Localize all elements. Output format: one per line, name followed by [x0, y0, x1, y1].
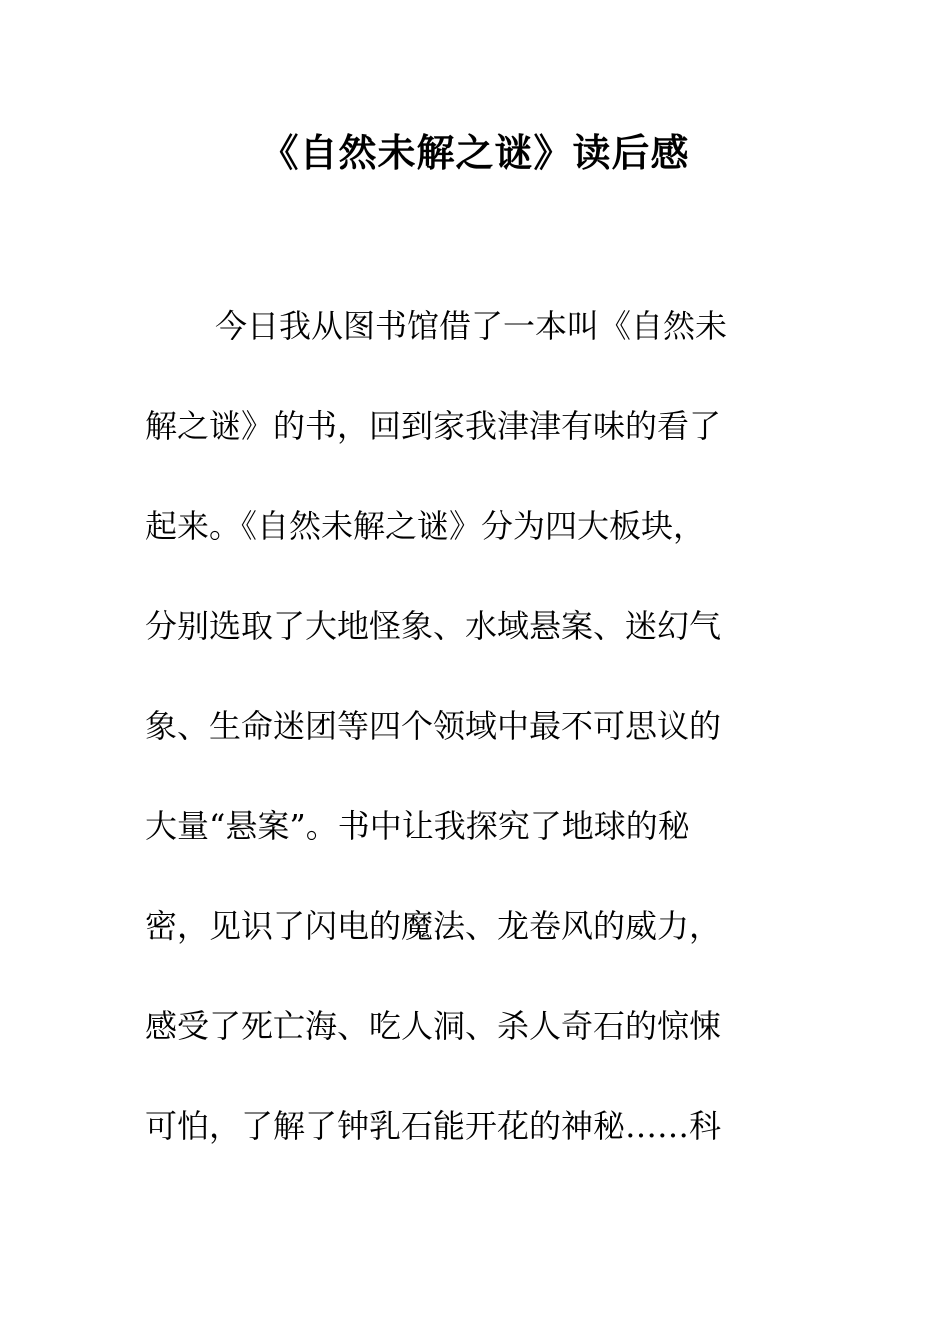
paragraph-line-5: 象、生命迷团等四个领域中最不可思议的: [145, 707, 722, 745]
paragraph-line-8: 感受了死亡海、吃人洞、杀人奇石的惊悚: [145, 1007, 722, 1045]
document-title: 《自然未解之谜》读后感: [260, 130, 690, 175]
paragraph-line-2: 解之谜》的书，回到家我津津有味的看了: [145, 407, 722, 445]
paragraph-line-7: 密，见识了闪电的魔法、龙卷风的威力，: [145, 907, 722, 945]
paragraph-line-6: 大量“悬案”。书中让我探究了地球的秘: [145, 807, 690, 845]
paragraph-line-3: 起来。《自然未解之谜》分为四大板块，: [145, 507, 706, 545]
body-paragraph: [145, 300, 785, 1200]
paragraph-line-1: 今日我从图书馆借了一本叫《自然未: [215, 307, 728, 345]
paragraph-line-9: 可怕，了解了钟乳石能开花的神秘……科: [145, 1107, 722, 1145]
paragraph-line-4: 分别选取了大地怪象、水域悬案、迷幻气: [145, 607, 722, 645]
